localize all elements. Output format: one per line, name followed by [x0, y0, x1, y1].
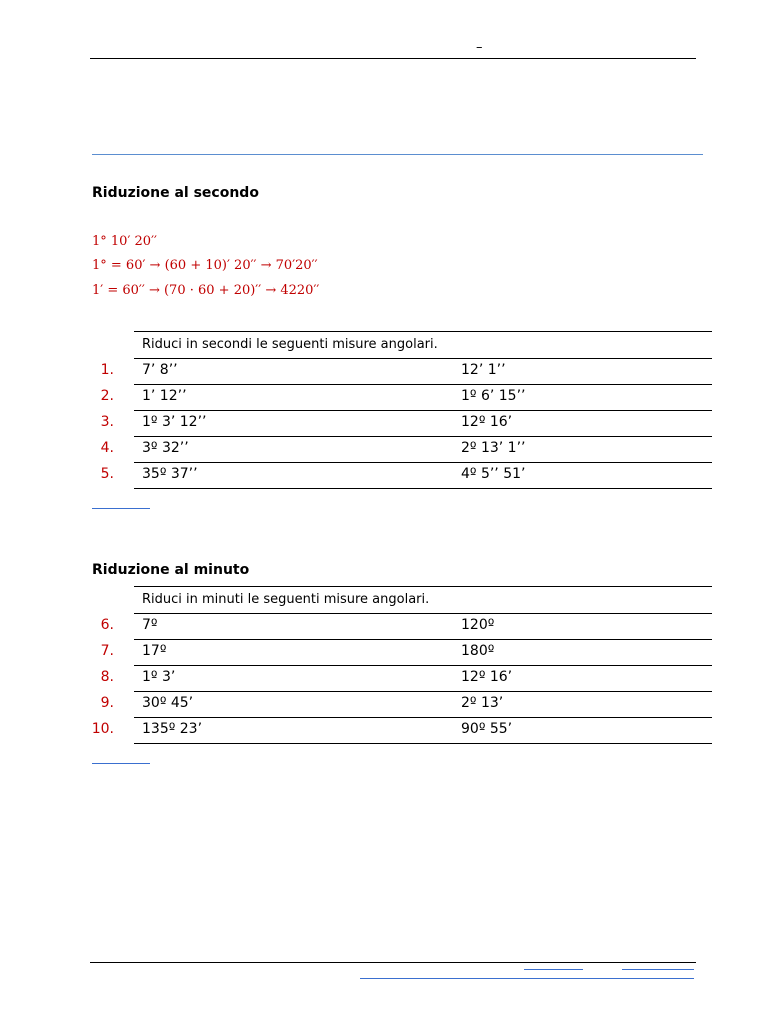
footer-link-underline[interactable]	[524, 969, 583, 970]
exercise-a: 7’ 8’’	[142, 362, 178, 378]
table-row	[92, 384, 712, 410]
footer-rule	[90, 962, 696, 963]
exercise-b: 180º	[461, 643, 495, 659]
exercise-a: 3º 32’’	[142, 440, 189, 456]
exercise-b: 90º 55’	[461, 721, 513, 737]
table-row	[92, 613, 712, 639]
header-dash: –	[476, 40, 483, 55]
exercise-number: 3.	[100, 414, 114, 430]
exercise-a: 1º 3’	[142, 669, 176, 685]
header-rule	[90, 58, 696, 59]
example-line-2: 1° = 60′ → (60 + 10)′ 20′′ → 70′20′′	[92, 258, 318, 273]
exercise-b: 2º 13’	[461, 695, 504, 711]
exercise-b: 12º 16’	[461, 669, 513, 685]
exercise-b: 1º 6’ 15’’	[461, 388, 526, 404]
table-row	[92, 691, 712, 717]
exercise-a: 1º 3’ 12’’	[142, 414, 207, 430]
exercise-a: 30º 45’	[142, 695, 194, 711]
exercise-number: 8.	[100, 669, 114, 685]
exercise-b: 12’ 1’’	[461, 362, 506, 378]
table-row	[92, 639, 712, 665]
link-underline[interactable]	[92, 508, 150, 509]
footer-link-underline[interactable]	[622, 969, 694, 970]
table-row	[92, 462, 712, 488]
table-row	[92, 410, 712, 436]
example-line-1: 1° 10′ 20′′	[92, 234, 157, 249]
exercise-number: 7.	[100, 643, 114, 659]
section-title-seconds: Riduzione al secondo	[92, 185, 259, 201]
exercise-number: 1.	[100, 362, 114, 378]
exercise-number: 10.	[91, 721, 114, 737]
title-rule	[92, 154, 703, 155]
exercise-number: 5.	[100, 466, 114, 482]
table-instruction: Riduci in secondi le seguenti misure angolari.	[134, 331, 712, 358]
exercise-a: 7º	[142, 617, 158, 633]
table-instruction: Riduci in minuti le seguenti misure angolari.	[134, 586, 712, 613]
exercise-number: 9.	[100, 695, 114, 711]
exercise-number: 6.	[100, 617, 114, 633]
exercise-number: 2.	[100, 388, 114, 404]
table-row	[92, 665, 712, 691]
exercise-a: 17º	[142, 643, 167, 659]
exercise-number: 4.	[100, 440, 114, 456]
link-underline[interactable]	[92, 763, 150, 764]
exercise-b: 120º	[461, 617, 495, 633]
exercise-b: 2º 13’ 1’’	[461, 440, 526, 456]
section-title-minutes: Riduzione al minuto	[92, 562, 250, 578]
table-row	[92, 436, 712, 462]
example-line-3: 1′ = 60′′ → (70 · 60 + 20)′′ → 4220′′	[92, 283, 320, 298]
exercise-table-minutes	[92, 586, 712, 744]
footer-url-underline[interactable]	[360, 978, 694, 979]
exercise-b: 12º 16’	[461, 414, 513, 430]
exercise-table-seconds	[92, 331, 712, 489]
exercise-a: 35º 37’’	[142, 466, 198, 482]
exercise-a: 135º 23’	[142, 721, 203, 737]
exercise-b: 4º 5’’ 51’	[461, 466, 526, 482]
exercise-a: 1’ 12’’	[142, 388, 187, 404]
table-row	[92, 358, 712, 384]
table-row	[92, 717, 712, 743]
